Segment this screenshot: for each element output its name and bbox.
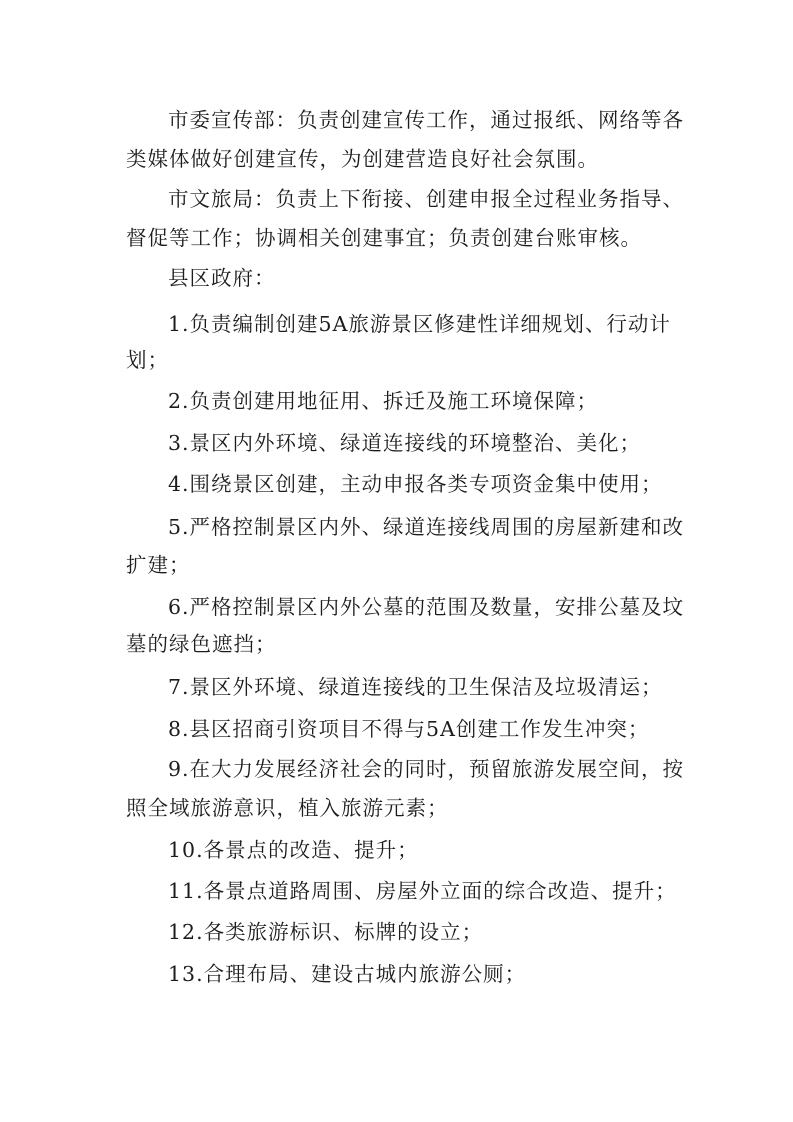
text-line-5: 县区政府： xyxy=(168,266,276,290)
text-line-9: 3.景区内外环境、绿道连接线的环境整治、美化； xyxy=(168,431,642,455)
text-line-13: 6.严格控制景区内外公墓的范围及数量，安排公墓及坟 xyxy=(168,595,685,619)
text-line-18: 照全域旅游意识，植入旅游元素； xyxy=(126,796,449,820)
text-line-10: 4.围绕景区创建，主动申报各类专项资金集中使用； xyxy=(168,472,663,496)
text-line-17: 9.在大力发展经济社会的同时，预留旅游发展空间，按 xyxy=(168,757,685,781)
text-line-8: 2.负责创建用地征用、拆迁及施工环境保障； xyxy=(168,389,599,413)
text-line-12: 扩建； xyxy=(126,553,191,577)
text-line-11: 5.严格控制景区内外、绿道连接线周围的房屋新建和改 xyxy=(168,515,685,539)
text-line-7: 划； xyxy=(126,348,169,372)
text-line-16: 8.县区招商引资项目不得与5A创建工作发生冲突； xyxy=(168,717,650,741)
text-line-1: 市委宣传部：负责创建宣传工作，通过报纸、网络等各 xyxy=(168,108,684,132)
text-line-21: 12.各类旅游标识、标牌的设立； xyxy=(168,920,484,944)
text-line-2: 类媒体做好创建宣传，为创建营造良好社会氛围。 xyxy=(126,147,599,171)
text-line-15: 7.景区外环境、绿道连接线的卫生保洁及垃圾清运； xyxy=(168,675,663,699)
text-line-14: 墓的绿色遮挡； xyxy=(126,632,277,656)
text-line-20: 11.各景点道路周围、房屋外立面的综合改造、提升； xyxy=(168,879,677,903)
text-line-4: 督促等工作；协调相关创建事宜；负责创建台账审核。 xyxy=(126,226,642,250)
text-line-19: 10.各景点的改造、提升； xyxy=(168,838,419,862)
text-line-3: 市文旅局：负责上下衔接、创建申报全过程业务指导、 xyxy=(168,187,684,211)
text-line-22: 13.合理布局、建设古城内旅游公厕； xyxy=(168,962,527,986)
text-line-6: 1.负责编制创建5A旅游景区修建性详细规划、行动计 xyxy=(168,312,671,336)
